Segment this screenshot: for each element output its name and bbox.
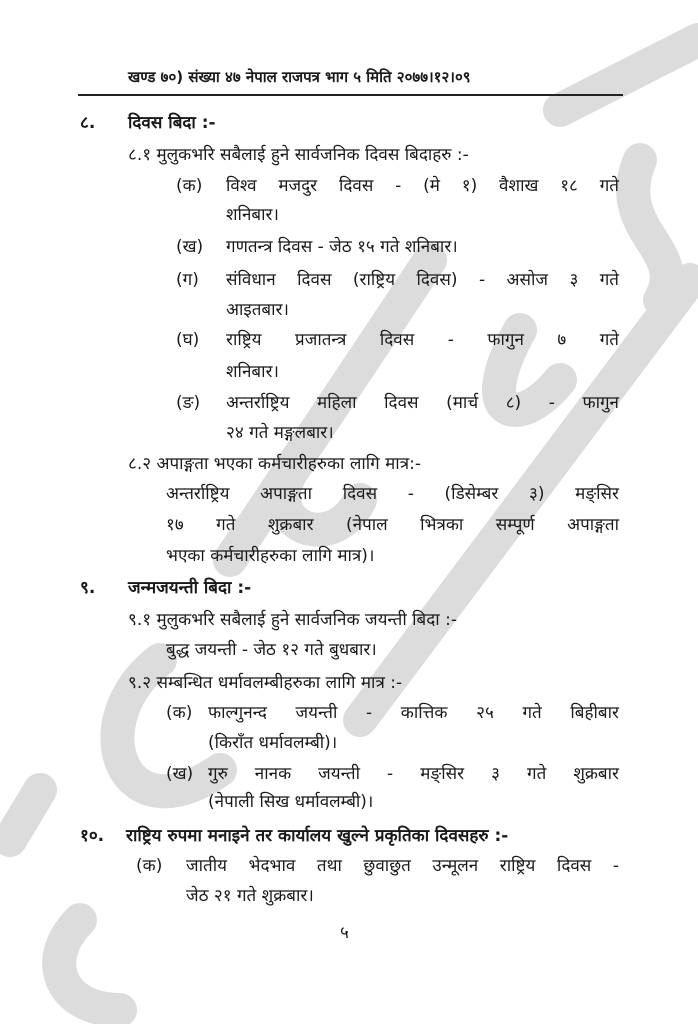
item-mark: (क) xyxy=(166,703,193,723)
item-text: आइतबार। xyxy=(226,300,289,320)
paragraph-line: भएका कर्मचारीहरुका लागि मात्र)। xyxy=(166,546,375,566)
item-mark: (क) xyxy=(176,176,203,196)
item-text: राष्ट्रिय प्रजातन्त्र दिवस - फागुन ७ गते xyxy=(226,330,619,350)
item-mark: (क) xyxy=(136,856,163,876)
item-text: जातीय भेदभाव तथा छुवाछुत उन्मूलन राष्ट्रिय दिवस - xyxy=(186,856,619,876)
subsection-label: ८.१ मुलुकभरि सबैलाई हुने सार्वजनिक दिवस बिदाहरु :- xyxy=(128,145,469,165)
item-text: फाल्गुनन्द जयन्ती - कात्तिक २५ गते बिहीबार xyxy=(208,703,619,723)
item-text: विश्व मजदुर दिवस - (मे १) वैशाख १८ गते xyxy=(226,176,619,196)
section-title: जन्मजयन्ती बिदा :- xyxy=(128,578,252,598)
section-title: राष्ट्रिय रुपमा मनाइने तर कार्यालय खुल्ने प्रकृतिका दिवसहरु :- xyxy=(126,826,509,846)
item-text: शनिबार। xyxy=(226,205,279,225)
item-text: गणतन्त्र दिवस - जेठ १५ गते शनिबार। xyxy=(226,237,458,257)
item-text: (किराँत धर्मावलम्बी)। xyxy=(208,733,338,753)
header-rule xyxy=(78,94,623,96)
running-header: खण्ड ७०) संख्या ४७ नेपाल राजपत्र भाग ५ मिति २०७७।१२।०९ xyxy=(128,68,471,86)
item-mark: (ङ) xyxy=(176,393,201,413)
section-number: ८. xyxy=(80,113,96,133)
section-number: १०. xyxy=(80,826,105,846)
item-text: २४ गते मङ्गलबार। xyxy=(226,423,334,443)
item-text: जेठ २१ गते शुक्रबार। xyxy=(186,886,314,906)
item-text: शनिबार। xyxy=(226,362,279,382)
item-text: संविधान दिवस (राष्ट्रिय दिवस) - असोज ३ गते xyxy=(226,270,619,290)
section-title: दिवस बिदा :- xyxy=(128,113,216,133)
page-number: ५ xyxy=(340,923,349,943)
item-text: अन्तर्राष्ट्रिय महिला दिवस (मार्च ८) - फागुन xyxy=(226,393,619,413)
subsection-label: ९.१ मुलुकभरि सबैलाई हुने सार्वजनिक जयन्ती बिदा :- xyxy=(128,610,457,630)
paragraph-line: अन्तर्राष्ट्रिय अपाङ्गता दिवस - (डिसेम्बर ३) मङ्सिर xyxy=(166,484,619,504)
subsection-label: ९.२ सम्बन्धित धर्मावलम्बीहरुका लागि मात्र :- xyxy=(128,673,403,693)
item-mark: (ख) xyxy=(176,237,204,257)
paragraph-line: १७ गते शुक्रबार (नेपाल भित्रका सम्पूर्ण अपाङ्गता xyxy=(166,515,619,535)
subsection-label: ८.२ अपाङ्गता भएका कर्मचारीहरुका लागि मात्र:- xyxy=(128,454,421,474)
item-mark: (घ) xyxy=(176,330,200,350)
item-mark: (ख) xyxy=(166,764,194,784)
item-text: गुरु नानक जयन्ती - मङ्सिर ३ गते शुक्रबार xyxy=(208,764,619,784)
item-mark: (ग) xyxy=(176,270,199,290)
paragraph-line: बुद्ध जयन्ती - जेठ १२ गते बुधबार। xyxy=(166,640,377,660)
item-text: (नेपाली सिख धर्मावलम्बी)। xyxy=(208,792,374,812)
section-number: ९. xyxy=(80,578,96,598)
